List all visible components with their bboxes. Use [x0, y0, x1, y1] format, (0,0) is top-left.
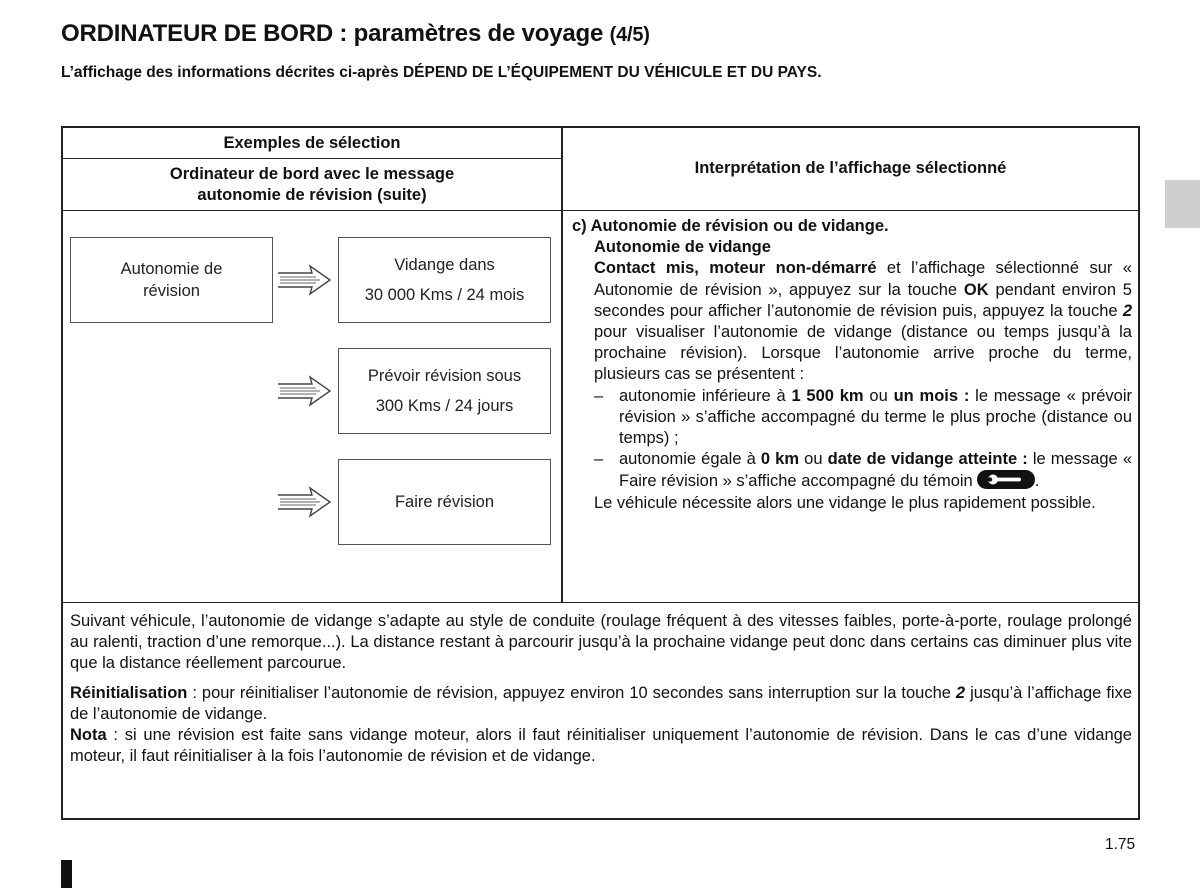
display-source-line2: révision [143, 282, 200, 300]
arrow-icon [276, 375, 332, 407]
interpretation-text [572, 216, 1132, 514]
nota-label: Nota [70, 726, 107, 744]
arrow-icon [276, 264, 332, 296]
conclusion-text: Le véhicule nécessite alors une vidange le plus rapidement possible. [594, 493, 1096, 512]
note-nota: Nota : si une révision est faite sans vidange moteur, alors il faut réinitialiser uniquement l’autonomie de révision. Dans le cas d’une vidange moteur, il faut réinitialiser à la fois l’autonomie de révision et de vidange. [70, 726, 1132, 765]
header-examples: Exemples de sélection [223, 134, 401, 152]
display-box-oil-change-line2: 30 000 Kms / 24 mois [364, 286, 525, 304]
table-body-divider [61, 602, 1140, 603]
section-title: c) Autonomie de révision ou de vidange. [572, 217, 889, 235]
reset-label: Réinitialisation [70, 684, 188, 702]
display-box-plan-service [338, 348, 551, 434]
header-computer-message-line1: Ordinateur de bord avec le message [169, 165, 455, 183]
header-computer-message [63, 164, 561, 206]
header-interpretation: Interprétation de l’affichage sélectionné [694, 159, 1007, 177]
display-source-line1: Autonomie de [120, 260, 223, 278]
display-source-box [70, 237, 273, 323]
wrench-icon [977, 470, 1035, 489]
ok-key-text: OK [963, 280, 989, 299]
display-box-plan-service-line2: 300 Kms / 24 jours [375, 397, 514, 415]
page-title-suffix: (4/5) [609, 24, 650, 46]
display-box-oil-change-line1: Vidange dans [394, 256, 495, 274]
list-item: – autonomie égale à 0 km ou date de vidange atteinte : le message « Faire révision » s’affiche accompagné du témoin . [594, 450, 1132, 491]
note-reset: Réinitialisation : pour réinitialiser l’autonomie de révision, appuyez environ 10 secondes sans interruption sur la touche 2 jusqu’à l’affichage fixe de l’autonomie de vidange. [70, 684, 1133, 723]
subsection-title: Autonomie de vidange [594, 238, 771, 257]
arrow-icon [276, 486, 332, 518]
page-title-text: ORDINATEUR DE BORD : paramètres de voyage [61, 20, 604, 47]
note-driving-style: Suivant véhicule, l’autonomie de vidange s’adapte au style de conduite (roulage fréquent à des vitesses faibles, porte-à-porte, roulage prolongé au ralenti, traction d’une remorque...). La distance restant à parcourir jusqu’à la prochaine vidange peut donc dans certains cas diminuer plus vite que la distance réellement parcourue. [70, 612, 1132, 672]
display-box-do-service-line1: Faire révision [394, 493, 495, 511]
page-number: 1.75 [1105, 836, 1136, 853]
page-subtitle: L’affichage des informations décrites ci-après DÉPEND DE L’ÉQUIPEMENT DU VÉHICULE ET DU PAYS. [61, 64, 822, 81]
chapter-tab-marker [1165, 180, 1200, 228]
page-title [61, 20, 650, 48]
list-item: – autonomie inférieure à 1 500 km ou un mois : le message « prévoir révision » s’affiche accompagné du terme le plus proche (distance ou temps) ; [594, 386, 1132, 448]
display-box-plan-service-line1: Prévoir révision sous [367, 367, 522, 385]
display-box-oil-change [338, 237, 551, 323]
interpretation-paragraph: Contact mis, moteur non-démarré et l’affichage sélectionné sur « Autonomie de révision », appuyez sur la touche OK pendant environ 5 secondes pour afficher l’autonomie de révision puis, appuyez la touche 2 pour visualiser l’autonomie de vidange (distance ou temps jusqu’à la prochaine révision). Lorsque l’autonomie arrive proche du terme, plusieurs cas se présentent : [594, 259, 1132, 384]
header-computer-message-line2: autonomie de révision (suite) [197, 186, 427, 204]
notes-section [70, 611, 1132, 767]
display-box-do-service [338, 459, 551, 545]
table-column-divider [561, 126, 563, 602]
contact-on-text: Contact mis, moteur non-démarré [594, 259, 877, 278]
page-edge-marker [61, 860, 72, 888]
table-header-divider [61, 210, 1140, 211]
key-2-text: 2 [1122, 301, 1132, 320]
table-header-divider-left [61, 158, 562, 159]
